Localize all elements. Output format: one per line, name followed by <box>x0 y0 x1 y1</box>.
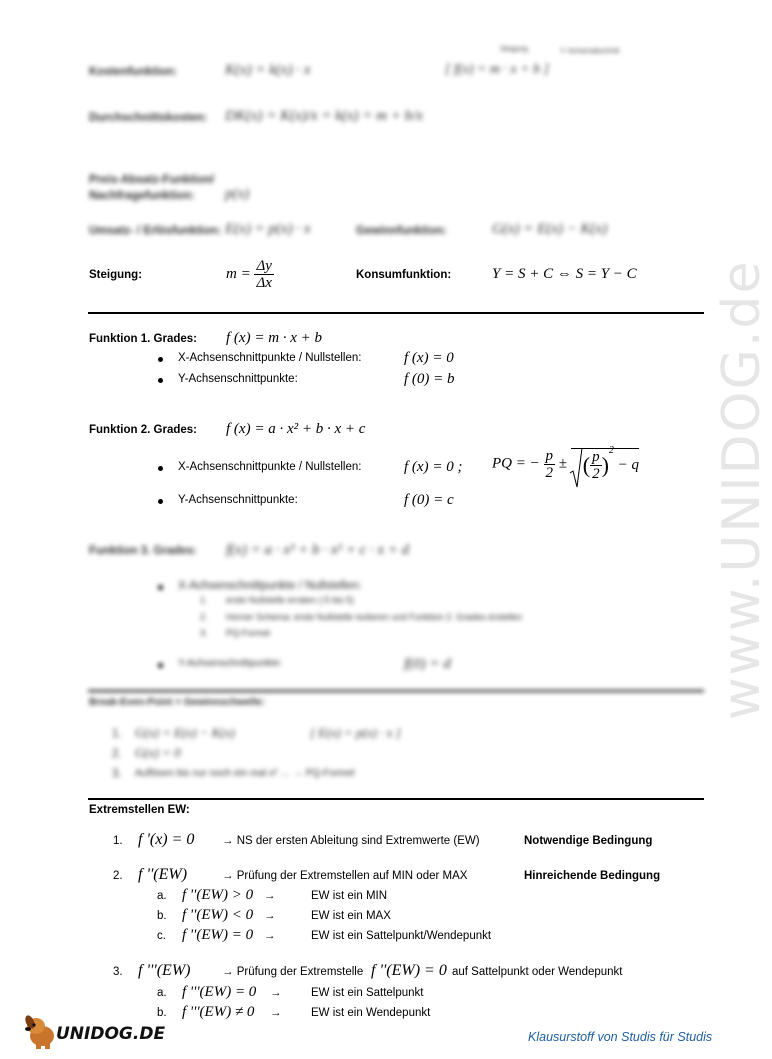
pq-inner-num: p <box>592 449 600 465</box>
break-even-label: Break-Even-Point = Gewinnschwelle: <box>89 697 265 708</box>
pq-inner-den: 2 <box>592 466 600 482</box>
pq-tail: − q <box>617 457 640 473</box>
funktion3-y-label: Y-Achsenschnittpunkte: <box>178 658 283 669</box>
gewinn-formula: G(x) = E(x) − K(x) <box>492 221 608 237</box>
kosten-note: [ f(x) = m · x + b ] <box>445 62 550 77</box>
sub-formula: f '''(EW) = 0 <box>182 984 257 1000</box>
pq-exponent: 2 <box>608 444 614 456</box>
extrem-item-num: 2. <box>113 870 123 882</box>
sub-letter: a. <box>157 987 167 999</box>
arrow-right-icon: → <box>264 890 276 902</box>
pq-inner-fraction <box>590 449 602 482</box>
funktion3-y-formula: f(0) = d <box>404 656 451 672</box>
bep-step: G(x) = 0 <box>135 745 181 760</box>
arrow-right-icon: → <box>264 910 276 922</box>
steigung-denominator: Δx <box>256 275 272 291</box>
extrem-item-inline-formula: f ''(EW) = 0 <box>371 962 447 979</box>
funktion2-formula: f (x) = a · x² + b · x + c <box>226 421 366 437</box>
funktion3-step: PQ-Formel <box>226 628 271 638</box>
extrem-item-text: → Prüfung der Extremstelle <box>222 966 364 978</box>
pq-formula <box>492 446 639 490</box>
pq-sqrt <box>571 444 640 482</box>
sub-result: EW ist ein Sattelpunkt/Wendepunkt <box>311 930 492 942</box>
konsum-formula: Y = S + C ⇔ S = Y − C <box>492 266 637 282</box>
steigung-formula <box>226 258 274 291</box>
gewinn-label: Gewinnfunktion: <box>356 225 447 237</box>
preis-absatz-label: Preis-Absatz-Funktion/ Nachfragefunktion: <box>89 174 215 202</box>
watermark-text: www.UNIDOG.de <box>712 259 772 720</box>
funktion1-y-label: Y-Achsenschnittpunkte: <box>178 373 298 385</box>
divider-2 <box>88 798 704 800</box>
funktion1-formula: f (x) = m · x + b <box>226 330 323 346</box>
funktion2-y-formula: f (0) = c <box>404 492 454 508</box>
sqrt-icon <box>569 447 583 489</box>
pq-frac-num: p <box>545 447 553 464</box>
arrow-right-icon: → <box>270 987 282 999</box>
sub-letter: b. <box>157 910 167 922</box>
bullet-dot <box>158 585 163 590</box>
pq-lhs: PQ = − <box>492 455 540 472</box>
pq-frac-den: 2 <box>545 464 553 481</box>
kosten-label: Kostenfunktion: <box>89 66 178 78</box>
funktion1-x-formula: f (x) = 0 <box>404 350 454 366</box>
sub-formula: f ''(EW) < 0 <box>182 907 254 923</box>
bep-step-num: 1. <box>112 728 122 740</box>
funktion2-y-label: Y-Achsenschnittpunkte: <box>178 494 298 506</box>
steigung-label: Steigung: <box>89 269 143 281</box>
bullet-dot <box>158 499 163 504</box>
funktion1-label: Funktion 1. Grades: <box>89 333 197 345</box>
logo-text: UNIDOG.DE <box>56 1024 166 1044</box>
bullet-dot <box>158 378 163 383</box>
sub-letter: a. <box>157 890 167 902</box>
bep-step-num: 2. <box>112 748 122 760</box>
funktion3-x-label: X-Achsenschnittpunkte / Nullstellen: <box>178 580 362 592</box>
sub-result: EW ist ein Sattelpunkt <box>311 987 424 999</box>
kosten-note-achse: Y- Achsenabschnitt <box>560 48 620 55</box>
divider-blurred <box>88 690 704 692</box>
sub-formula: f '''(EW) ≠ 0 <box>182 1004 255 1020</box>
steigung-lhs: m = <box>226 265 251 282</box>
bullet-dot <box>158 663 163 668</box>
funktion2-x-formula: f (x) = 0 ; <box>404 459 463 475</box>
arrow-right-icon: → <box>264 930 276 942</box>
funktion3-step-num: 1. <box>200 595 208 605</box>
sub-formula: f ''(EW) = 0 <box>182 927 254 943</box>
preis-absatz-formula: p(x) <box>225 186 250 202</box>
funktion3-label: Funktion 3. Grades: <box>89 545 197 557</box>
extrem-item-num: 1. <box>113 835 123 847</box>
bep-step-num: 3. <box>112 768 122 780</box>
funktion2-x-label: X-Achsenschnittpunkte / Nullstellen: <box>178 461 362 473</box>
funktion3-step: Horner Schema: erste Nullstelle isolieren und Funktion 2. Grades erstellen <box>226 612 523 622</box>
extrem-item-formula: f '(x) = 0 <box>138 831 195 848</box>
durchschnitt-label: Durchschnittskosten: <box>89 112 208 124</box>
bep-step: G(x) = E(x) − K(x) <box>135 725 235 740</box>
pq-paren-open: ( <box>582 452 591 478</box>
umsatz-formula: E(x) = p(x) · x <box>225 221 311 237</box>
funktion3-step: erste Nullstelle erraten (-5 bis 5) <box>226 595 355 605</box>
extrem-item-text: → NS der ersten Ableitung sind Extremwerte (EW) <box>222 835 480 847</box>
extrem-item-text: → Prüfung der Extremstellen auf MIN oder MAX <box>222 870 468 882</box>
bullet-dot <box>158 466 163 471</box>
bep-note: [ E(x) = p(x) · x ] <box>310 725 401 740</box>
funktion3-step-num: 3. <box>200 628 208 638</box>
konsum-label: Konsumfunktion: <box>356 269 452 281</box>
funktion3-step-num: 2. <box>200 612 208 622</box>
funktion1-x-label: X-Achsenschnittpunkte / Nullstellen: <box>178 352 362 364</box>
extrem-item-text: auf Sattelpunkt oder Wendepunkt <box>452 966 623 978</box>
extrem-item-formula: f ''(EW) <box>138 866 188 883</box>
extrem-item-formula: f '''(EW) <box>138 962 191 979</box>
sub-result: EW ist ein MIN <box>311 890 388 902</box>
bep-step: Auflösen bis nur noch ein mal x² … → PQ-Formel <box>135 768 355 779</box>
steigung-numerator: Δy <box>256 258 272 274</box>
pq-plusminus: ± <box>558 455 567 472</box>
sub-result: EW ist ein MAX <box>311 910 391 922</box>
pq-paren-close: ) <box>601 452 609 478</box>
funktion1-y-formula: f (0) = b <box>404 371 455 387</box>
extrem-title: Extremstellen EW: <box>89 804 190 816</box>
funktion2-label: Funktion 2. Grades: <box>89 424 197 436</box>
divider-1 <box>88 312 704 314</box>
extrem-item-num: 3. <box>113 966 123 978</box>
sub-result: EW ist ein Wendepunkt <box>311 1007 431 1019</box>
pq-fraction <box>544 448 556 481</box>
sub-formula: f ''(EW) > 0 <box>182 887 254 903</box>
sub-letter: c. <box>157 930 166 942</box>
kosten-note-steigung: Steigung <box>500 46 528 53</box>
steigung-fraction <box>254 258 273 291</box>
durchschnitt-formula: DK(x) = K(x)/x = k(x) = m + b/x <box>225 108 423 124</box>
bullet-dot <box>158 357 163 362</box>
extrem-item-condition: Hinreichende Bedingung <box>524 870 661 882</box>
kosten-formula: K(x) = k(x) · x <box>225 62 311 78</box>
footer-slogan: Klausurstoff von Studis für Studis <box>528 1030 713 1044</box>
extrem-item-condition: Notwendige Bedingung <box>524 835 653 847</box>
umsatz-label: Umsatz- / Erlösfunktion: <box>89 225 222 237</box>
arrow-right-icon: → <box>270 1007 282 1019</box>
sub-letter: b. <box>157 1007 167 1019</box>
funktion3-formula: f(x) = a · x³ + b · x² + c · x + d <box>226 542 410 558</box>
